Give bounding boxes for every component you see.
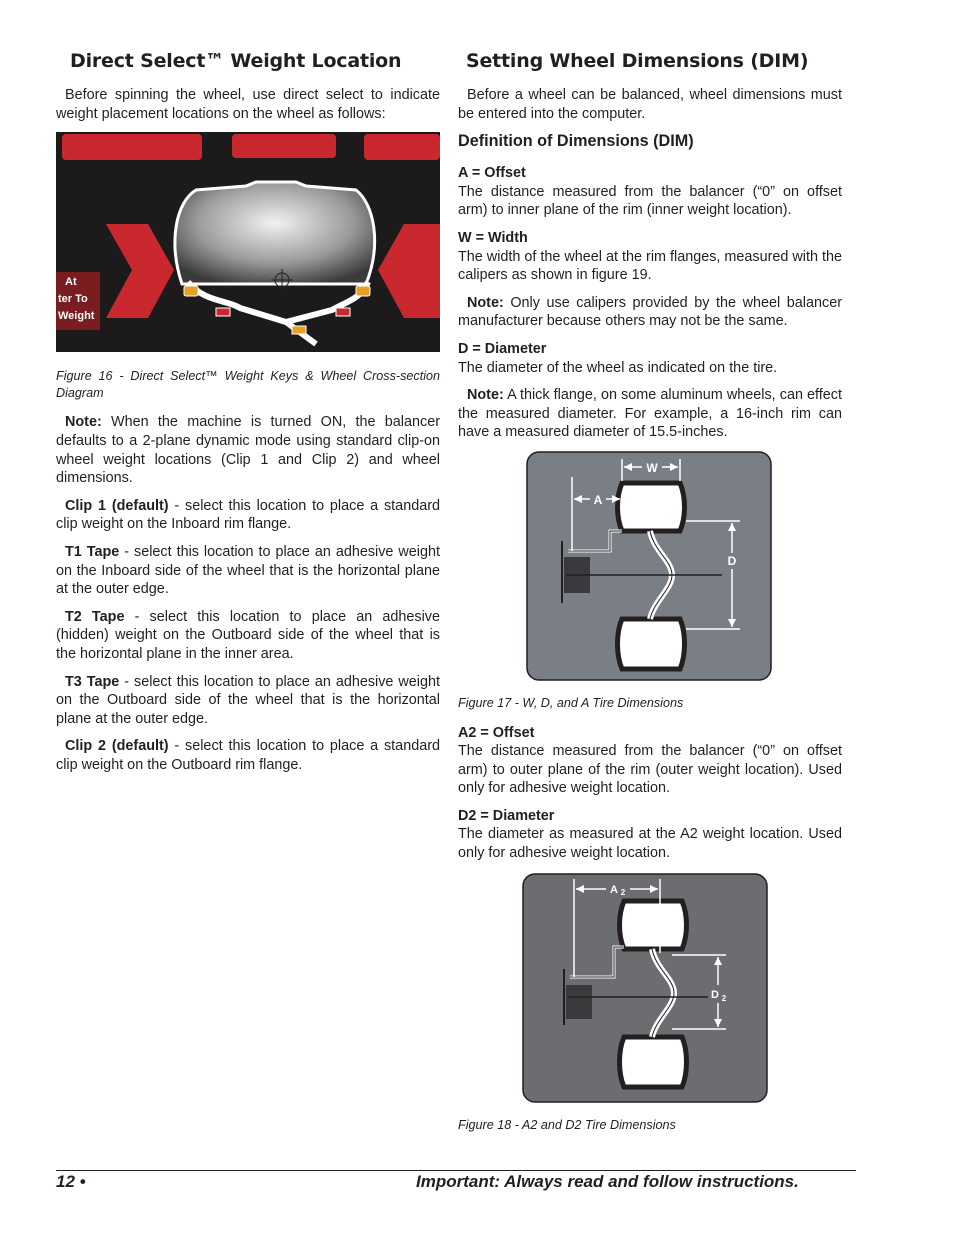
t3-paragraph: [56, 673, 440, 729]
partial-key-text-line3: Weight: [58, 310, 95, 323]
figure-16-direct-select-diagram: [56, 132, 440, 352]
note1-text: Only use calipers provided by the wheel balancer manufacturer because others may not be the same.: [458, 294, 842, 330]
fig17-bottom-tire: [618, 619, 685, 669]
t1-text: - select this location to place an adhesive weight on the Inboard side of the wheel that is the horizontal plane at the outer edge.: [56, 543, 440, 598]
figure-16-caption: Figure 16 - Direct Select™ Weight Keys & Wheel Cross-section Diagram: [56, 369, 440, 400]
t2-text: - select this location to place an adhesive (hidden) weight on the Outboard side of the wheel that is the horizontal plane in the inner area.: [56, 608, 441, 662]
diameter2-text: The diameter as measured at the A2 weight location. Used only for adhesive weight location.: [458, 826, 842, 862]
note1-paragraph: [458, 294, 842, 331]
t3-label: T3 Tape: [65, 673, 120, 690]
figure-17-tire-dimensions: [526, 451, 772, 681]
clip1-paragraph: [56, 497, 440, 534]
t2-label: T2 Tape: [65, 608, 125, 625]
top-weight-key-left: [62, 134, 202, 160]
clip2-paragraph: [56, 737, 440, 774]
tire-cross-section: [175, 182, 375, 284]
footer-rule: [56, 1170, 856, 1171]
definition-subtitle: Definition of Dimensions (DIM): [458, 132, 694, 151]
t1-paragraph: [56, 543, 440, 599]
note-text: When the machine is turned ON, the balancer defaults to a 2-plane dynamic mode using standard clip-on wheel weight locations (Clip 1 and Clip 2) and wheel dimensions.: [56, 414, 440, 487]
fig18-bottom-tire: [620, 1037, 687, 1087]
fig17-label-d: D: [727, 553, 737, 568]
clip2-text: - select this location to place a standard clip weight on the Outboard rim flange.: [56, 738, 440, 773]
footer-page-number: 12 •: [56, 1172, 86, 1191]
fig18-label-d: D: [711, 988, 719, 1001]
fig18-label-a-subscript: 2: [620, 887, 626, 897]
fig18-label-d-subscript: 2: [721, 993, 727, 1003]
offset-heading: A = Offset: [458, 165, 526, 182]
top-weight-key-right: [364, 134, 440, 160]
note2-text: A thick flange, on some aluminum wheels, can effect the measured diameter. For example, a 16-inch rim can have a measured diameter of 15.5-inches.: [458, 387, 842, 441]
fig17-label-a: A: [593, 492, 603, 507]
fig18-top-tire: [620, 901, 687, 949]
note-paragraph: [56, 413, 440, 487]
clip1-weight-marker: [184, 286, 198, 296]
width-text: The width of the wheel at the rim flanges, measured with the calipers as shown in figure 19.: [458, 248, 842, 284]
clip2-label: Clip 2 (default): [65, 738, 169, 755]
clip2-weight-marker: [356, 286, 370, 296]
t1-tape-marker: [216, 308, 230, 316]
figure-17-caption: Figure 17 - W, D, and A Tire Dimensions: [458, 695, 684, 710]
figure-18-caption: Figure 18 - A2 and D2 Tire Dimensions: [458, 1117, 676, 1132]
width-heading: W = Width: [458, 229, 528, 246]
t3-tape-marker: [336, 308, 350, 316]
partial-key-text-line1: At: [62, 276, 77, 289]
note2-label: Note:: [467, 387, 504, 404]
right-column: [458, 50, 842, 1145]
note-label: Note:: [65, 414, 102, 431]
note2-paragraph: [458, 386, 842, 442]
offset2-text: The distance measured from the balancer (“0” on offset arm) to outer plane of the rim (outer weight location). Used only for adhesive weight location.: [458, 743, 842, 797]
diameter-text: The diameter of the wheel as indicated on the tire.: [458, 359, 778, 376]
fig18-label-a: A: [610, 883, 618, 896]
top-weight-key-center: [232, 134, 336, 158]
offset2-heading: A2 = Offset: [458, 724, 535, 741]
t2-tape-marker: [292, 326, 306, 334]
offset-text: The distance measured from the balancer (“0” on offset arm) to inner plane of the rim (inner weight location).: [458, 183, 842, 219]
fig17-label-w: W: [646, 460, 658, 475]
partial-key-text-line2: ter To: [58, 293, 88, 306]
left-column: [56, 50, 440, 783]
t3-text: - select this location to place an adhesive weight on the Outboard side of the wheel that is the horizontal plane at the outer edge.: [56, 673, 440, 727]
fig17-top-tire: [618, 483, 685, 531]
diameter2-heading: D2 = Diameter: [458, 807, 555, 824]
clip1-text: - select this location to place a standard clip weight on the Inboard rim flange.: [56, 497, 440, 533]
fig18-balancer-flange: [566, 985, 592, 1019]
direct-select-title: Direct Select™ Weight Location: [70, 50, 402, 72]
direct-select-intro: Before spinning the wheel, use direct select to indicate weight placement locations on the wheel as follows:: [56, 87, 440, 122]
diameter-heading: D = Diameter: [458, 340, 547, 357]
wheel-dimensions-intro: Before a wheel can be balanced, wheel dimensions must be entered into the computer.: [458, 87, 842, 122]
t2-paragraph: [56, 608, 440, 664]
figure-18-a2-d2-dimensions: [522, 873, 768, 1103]
note1-label: Note:: [467, 294, 504, 311]
t1-label: T1 Tape: [65, 543, 120, 560]
footer-notice: Important: Always read and follow instructions.: [416, 1172, 799, 1191]
wheel-dimensions-title: Setting Wheel Dimensions (DIM): [466, 50, 809, 72]
clip1-label: Clip 1 (default): [65, 497, 169, 514]
